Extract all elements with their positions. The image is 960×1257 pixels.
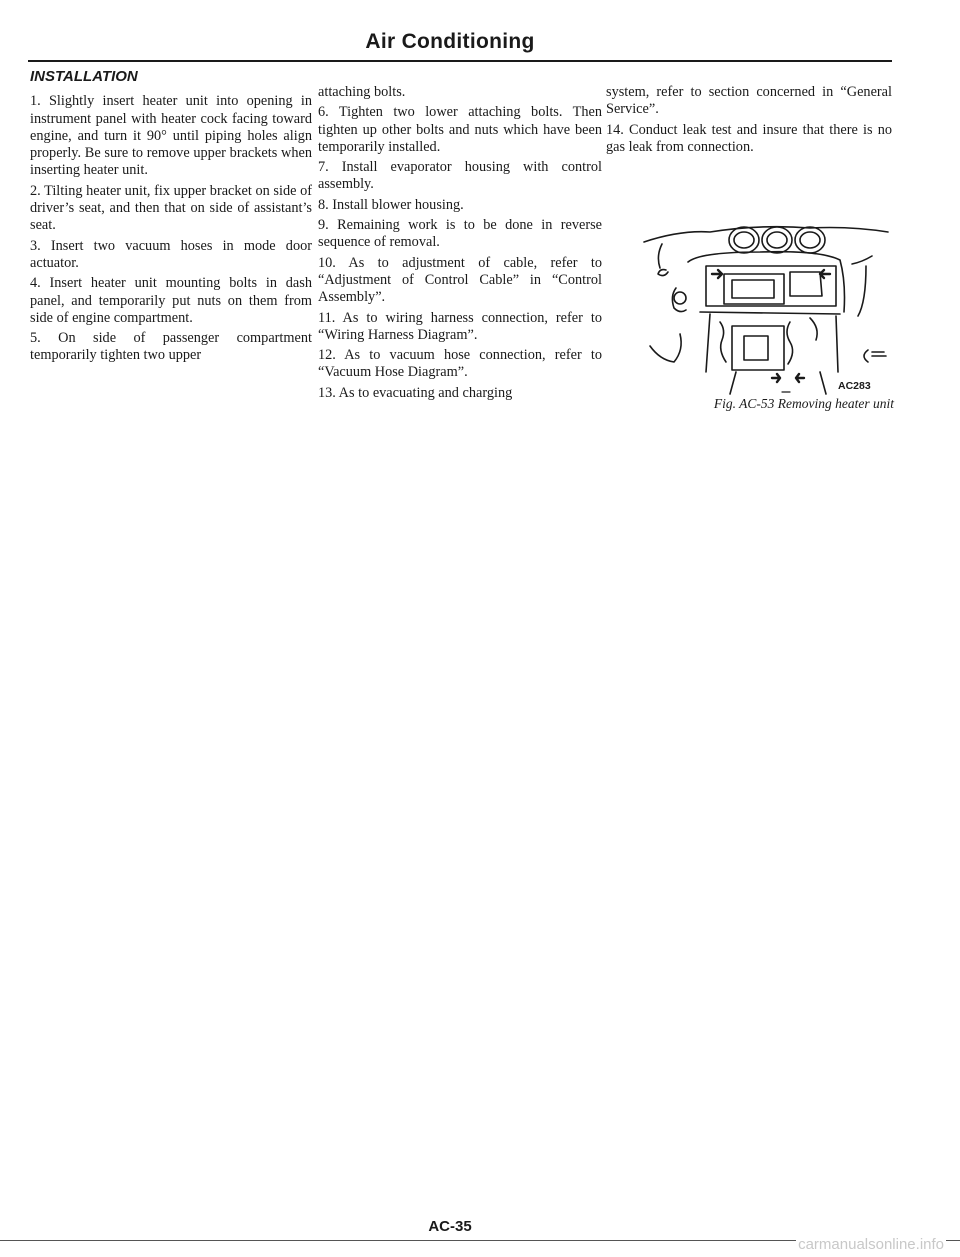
- heater-unit-illustration: [640, 222, 894, 400]
- step-paragraph: 10. As to adjustment of cable, refer to “Adjustment of Control Cable” in “Control Assembly”.: [318, 254, 602, 306]
- step-paragraph: 2. Tilting heater unit, fix upper bracket on side of driver’s seat, and then that on side of assistant’s seat.: [30, 182, 312, 234]
- text-column-right: [606, 84, 892, 159]
- section-heading: INSTALLATION: [30, 68, 138, 85]
- step-paragraph: 5. On side of passenger compartment temporarily tighten two upper: [30, 330, 312, 364]
- step-paragraph: 4. Insert heater unit mounting bolts in dash panel, and temporarily put nuts on them from side of engine compartment.: [30, 275, 312, 326]
- page-number: AC-35: [428, 1218, 472, 1235]
- figure-code: AC283: [838, 380, 871, 392]
- step-paragraph: 1. Slightly insert heater unit into opening in instrument panel with heater cock facing toward engine, and turn it 90° until piping holes align properly. Be sure to remove upper brackets when inserting heater unit.: [30, 93, 312, 179]
- text-column-left: [30, 68, 312, 368]
- step-paragraph: 6. Tighten two lower attaching bolts. Then tighten up other bolts and nuts which have been temporarily installed.: [318, 104, 602, 155]
- heater-unit-drawing: [640, 222, 894, 400]
- step-paragraph: 8. Install blower housing.: [318, 196, 464, 213]
- step-paragraph: 3. Insert two vacuum hoses in mode door actuator.: [30, 237, 312, 271]
- figure-caption: Fig. AC-53 Removing heater unit: [713, 396, 894, 411]
- step-paragraph: 11. As to wiring harness connection, refer to “Wiring Harness Diagram”.: [318, 309, 602, 343]
- step-paragraph: 12. As to vacuum hose connection, refer to “Vacuum Hose Diagram”.: [318, 347, 602, 381]
- text-column-middle: [318, 84, 602, 405]
- step-paragraph: system, refer to section concerned in “General Service”.: [606, 84, 892, 118]
- step-paragraph: 7. Install evaporator housing with control assembly.: [318, 159, 602, 193]
- step-paragraph: 13. As to evacuating and charging: [318, 384, 513, 401]
- page-header-title: Air Conditioning: [365, 30, 535, 53]
- header-divider: [28, 60, 892, 62]
- step-paragraph: attaching bolts.: [318, 84, 406, 100]
- watermark-text: carmanualsonline.info: [798, 1236, 944, 1253]
- step-paragraph: 9. Remaining work is to be done in reverse sequence of removal.: [318, 217, 602, 251]
- step-paragraph: 14. Conduct leak test and insure that there is no gas leak from connection.: [606, 121, 892, 155]
